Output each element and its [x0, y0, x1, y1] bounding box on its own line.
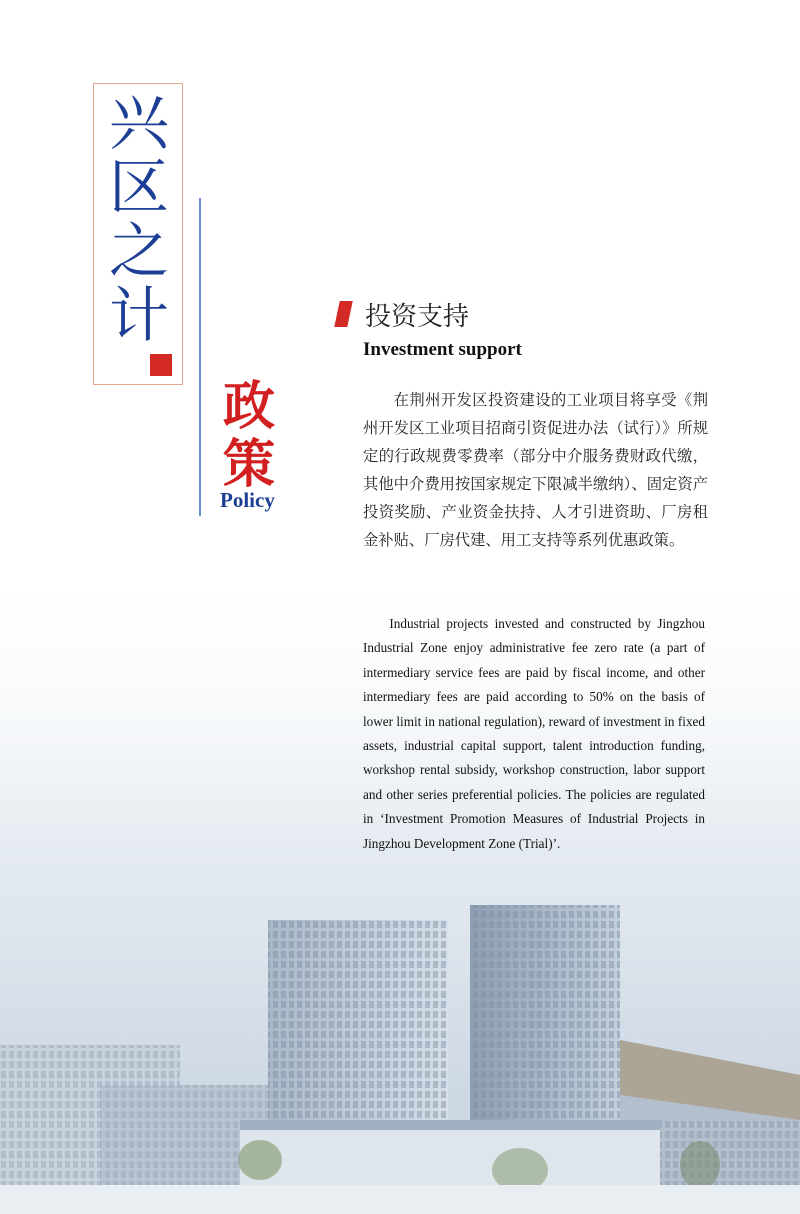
- title-char: 计: [109, 281, 169, 351]
- policy-chinese-heading: [214, 378, 284, 494]
- title-frame: [93, 83, 183, 385]
- page-title-vertical: [102, 89, 176, 351]
- body-text-english: Industrial projects invested and constructed by Jingzhou Industrial Zone enjoy administrative fee zero rate (a part of intermediary service fees are paid by fiscal income, and other intermediary fees are paid according to 50% on the basis of lower limit in national regulation), reward of investment in fixed assets, industrial capital support, talent introduction funding, workshop rental subsidy, workshop construction, labor support and other series preferential policies. The policies are regulated in ‘Investment Promotion Measures of Industrial Projects in Jingzhou Development Zone (Trial)’.: [363, 616, 705, 851]
- red-seal-icon: [150, 354, 172, 376]
- vertical-divider: [199, 198, 201, 516]
- policy-char: 政: [222, 377, 275, 437]
- title-char: 兴: [109, 89, 169, 159]
- policy-char: 策: [222, 435, 275, 495]
- policy-english-heading: Policy: [220, 488, 275, 512]
- section-title-chinese: 投资支持: [365, 302, 470, 332]
- body-text-chinese: 在荆州开发区投资建设的工业项目将享受《荆州开发区工业项目招商引资促进办法（试行）》所规定的行政规费零费率（部分中介服务费财政代缴，其他中介费用按国家规定下限减半缴纳）、固定资产投资奖励、产业资金扶持、人才引进资助、厂房租金补贴、厂房代建、用工支持等系列优惠政策。: [363, 391, 708, 549]
- title-char: 区: [109, 153, 169, 223]
- section-title-english: Investment support: [363, 339, 522, 360]
- section-marker-icon: [334, 301, 353, 327]
- title-char: 之: [109, 217, 169, 287]
